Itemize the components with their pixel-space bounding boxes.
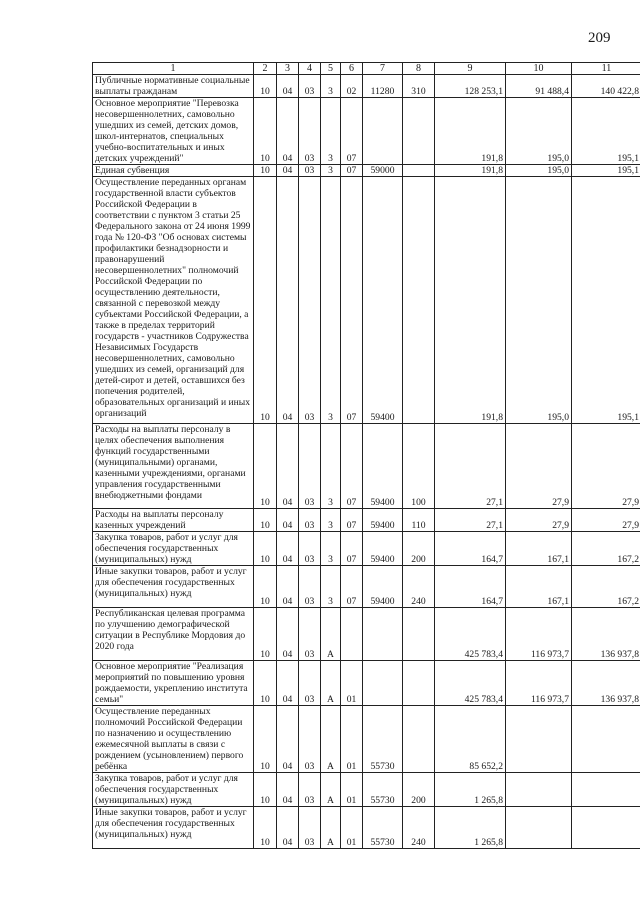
- cell-c7: 59400: [363, 509, 403, 532]
- cell-c2: 10: [254, 706, 277, 773]
- cell-c8: 200: [403, 773, 435, 807]
- cell-c4: 03: [299, 807, 321, 849]
- cell-c2: 10: [254, 165, 277, 177]
- cell-c4: 03: [299, 165, 321, 177]
- cell-c10: 27,9: [506, 509, 572, 532]
- cell-c6: 07: [341, 532, 363, 566]
- row-label-text: Иные закупки товаров, работ и услуг для обеспечения государственных (муниципальных) нужд: [95, 566, 247, 599]
- cell-c7: 59400: [363, 532, 403, 566]
- cell-c11: 27,9: [572, 509, 640, 532]
- cell-c4: 03: [299, 532, 321, 566]
- cell-c2: 10: [254, 75, 277, 98]
- row-label: [93, 75, 254, 98]
- cell-c11: 167,2: [572, 566, 640, 608]
- cell-c9: 1 265,8: [435, 807, 506, 849]
- row-label: [93, 509, 254, 532]
- cell-c10: 116 973,7: [506, 661, 572, 706]
- cell-c11: 140 422,8: [572, 75, 640, 98]
- cell-c7: 11280: [363, 75, 403, 98]
- cell-c4: 03: [299, 75, 321, 98]
- cell-c6: 01: [341, 807, 363, 849]
- cell-c6: 07: [341, 98, 363, 165]
- cell-c5: А: [321, 608, 341, 661]
- cell-c2: 10: [254, 98, 277, 165]
- cell-c6: 02: [341, 75, 363, 98]
- row-label-text: Республиканская целевая программа по улучшению демографической ситуации в Республике Мордовия до 2020 года: [95, 608, 246, 652]
- cell-c3: 04: [277, 165, 299, 177]
- cell-c11: 136 937,8: [572, 661, 640, 706]
- cell-c3: 04: [277, 532, 299, 566]
- cell-c2: 10: [254, 807, 277, 849]
- cell-c9: 27,1: [435, 424, 506, 509]
- cell-c7: 55730: [363, 706, 403, 773]
- cell-c4: 03: [299, 773, 321, 807]
- column-header: 4: [299, 63, 321, 75]
- column-header: 10: [506, 63, 572, 75]
- page-number: 209: [588, 30, 611, 46]
- cell-c5: А: [321, 807, 341, 849]
- cell-c3: 04: [277, 807, 299, 849]
- table-row: [93, 608, 640, 661]
- cell-c10: [506, 807, 572, 849]
- column-header: 2: [254, 63, 277, 75]
- cell-c7: 59400: [363, 177, 403, 424]
- cell-c3: 04: [277, 509, 299, 532]
- cell-c11: [572, 807, 640, 849]
- cell-c6: 01: [341, 773, 363, 807]
- row-label: [93, 165, 254, 177]
- cell-c5: 3: [321, 165, 341, 177]
- row-label: [93, 98, 254, 165]
- row-label: [93, 424, 254, 509]
- cell-c3: 04: [277, 424, 299, 509]
- cell-c7: [363, 608, 403, 661]
- table-row: [93, 165, 640, 177]
- cell-c4: 03: [299, 608, 321, 661]
- cell-c9: 164,7: [435, 566, 506, 608]
- cell-c9: 1 265,8: [435, 773, 506, 807]
- cell-c11: 136 937,8: [572, 608, 640, 661]
- cell-c5: 3: [321, 566, 341, 608]
- column-header: 3: [277, 63, 299, 75]
- cell-c7: 55730: [363, 807, 403, 849]
- table-row: [93, 706, 640, 773]
- cell-c10: [506, 773, 572, 807]
- row-label-text: Осуществление переданных полномочий Российской Федерации по назначению и осуществлению ежемесячной выплаты в связи с рождением (усыновлением) первого ребёнка: [95, 706, 244, 772]
- cell-c8: 240: [403, 566, 435, 608]
- cell-c4: 03: [299, 661, 321, 706]
- table-row: [93, 566, 640, 608]
- table-row: [93, 773, 640, 807]
- column-header: 11: [572, 63, 640, 75]
- row-label-text: Единая субвенция: [95, 165, 170, 176]
- cell-c3: 04: [277, 661, 299, 706]
- cell-c10: 195,0: [506, 98, 572, 165]
- cell-c8: [403, 165, 435, 177]
- cell-c7: 59400: [363, 566, 403, 608]
- cell-c10: 116 973,7: [506, 608, 572, 661]
- cell-c5: 3: [321, 177, 341, 424]
- cell-c9: 425 783,4: [435, 661, 506, 706]
- row-label-text: Публичные нормативные социальные выплаты гражданам: [95, 75, 250, 97]
- cell-c6: 07: [341, 165, 363, 177]
- cell-c5: 3: [321, 509, 341, 532]
- cell-c8: 240: [403, 807, 435, 849]
- cell-c7: 55730: [363, 773, 403, 807]
- cell-c11: 195,1: [572, 165, 640, 177]
- row-label-text: Осуществление переданных органам государственной власти субъектов Российской Федерации в соответствии с пунктом 3 статьи 25 Федерального закона от 24 июня 1999 года № 120-ФЗ "Об основах системы профилактики безнадзорности и правонарушений несовершеннолетних" полномочий Российской Федерации по осуществлению деятельности, связанной с перевозкой между субъектами Российской Федерации, а также в пределах территорий государств - участников Содружества Независимых Государств несовершеннолетних, самовольно ушедших из семей, организаций для детей-сирот и детей, оставшихся без попечения родителей, образовательных организаций и иных организаций: [95, 177, 251, 419]
- table-row: [93, 424, 640, 509]
- cell-c2: 10: [254, 532, 277, 566]
- cell-c2: 10: [254, 566, 277, 608]
- cell-c6: 01: [341, 661, 363, 706]
- cell-c10: 195,0: [506, 177, 572, 424]
- cell-c9: 27,1: [435, 509, 506, 532]
- table-row: [93, 807, 640, 849]
- cell-c2: 10: [254, 773, 277, 807]
- column-header: 6: [341, 63, 363, 75]
- cell-c10: 91 488,4: [506, 75, 572, 98]
- column-header: 5: [321, 63, 341, 75]
- cell-c9: 164,7: [435, 532, 506, 566]
- cell-c5: А: [321, 773, 341, 807]
- cell-c11: [572, 773, 640, 807]
- column-header: 9: [435, 63, 506, 75]
- row-label-text: Закупка товаров, работ и услуг для обеспечения государственных (муниципальных) нужд: [95, 773, 238, 806]
- cell-c2: 10: [254, 177, 277, 424]
- cell-c9: 191,8: [435, 165, 506, 177]
- cell-c3: 04: [277, 566, 299, 608]
- cell-c10: 195,0: [506, 165, 572, 177]
- cell-c8: [403, 706, 435, 773]
- cell-c6: 07: [341, 509, 363, 532]
- column-header: 1: [93, 63, 254, 75]
- row-label: [93, 807, 254, 849]
- budget-table: [92, 62, 640, 849]
- cell-c9: 128 253,1: [435, 75, 506, 98]
- row-label-text: Основное мероприятие "Реализация мероприятий по повышению уровня рождаемости, укреплению института семьи": [95, 661, 248, 705]
- cell-c6: 01: [341, 706, 363, 773]
- cell-c10: 167,1: [506, 566, 572, 608]
- cell-c3: 04: [277, 177, 299, 424]
- table-row: [93, 532, 640, 566]
- row-label: [93, 566, 254, 608]
- cell-c5: А: [321, 706, 341, 773]
- row-label-text: Расходы на выплаты персоналу казенных учреждений: [95, 509, 224, 531]
- cell-c11: 195,1: [572, 98, 640, 165]
- cell-c4: 03: [299, 566, 321, 608]
- row-label: [93, 532, 254, 566]
- cell-c9: 191,8: [435, 177, 506, 424]
- header-row: [93, 63, 640, 75]
- cell-c2: 10: [254, 424, 277, 509]
- cell-c3: 04: [277, 75, 299, 98]
- table-row: [93, 98, 640, 165]
- cell-c7: [363, 661, 403, 706]
- cell-c8: 110: [403, 509, 435, 532]
- row-label: [93, 608, 254, 661]
- table-row: [93, 177, 640, 424]
- cell-c3: 04: [277, 608, 299, 661]
- cell-c5: 3: [321, 532, 341, 566]
- cell-c11: 167,2: [572, 532, 640, 566]
- cell-c5: 3: [321, 424, 341, 509]
- cell-c9: 85 652,2: [435, 706, 506, 773]
- cell-c6: 07: [341, 424, 363, 509]
- cell-c3: 04: [277, 706, 299, 773]
- cell-c6: [341, 608, 363, 661]
- cell-c4: 03: [299, 98, 321, 165]
- cell-c4: 03: [299, 706, 321, 773]
- cell-c8: 100: [403, 424, 435, 509]
- cell-c8: [403, 177, 435, 424]
- cell-c8: 310: [403, 75, 435, 98]
- row-label-text: Расходы на выплаты персоналу в целях обеспечения выполнения функций государственными (муниципальными) органами, казенными учреждениями, органами управления государственными внебюджетными фондами: [95, 424, 246, 501]
- cell-c7: [363, 98, 403, 165]
- row-label: [93, 706, 254, 773]
- cell-c5: А: [321, 661, 341, 706]
- cell-c8: 200: [403, 532, 435, 566]
- cell-c2: 10: [254, 608, 277, 661]
- cell-c10: [506, 706, 572, 773]
- cell-c6: 07: [341, 566, 363, 608]
- cell-c2: 10: [254, 661, 277, 706]
- cell-c10: 167,1: [506, 532, 572, 566]
- cell-c6: 07: [341, 177, 363, 424]
- cell-c4: 03: [299, 424, 321, 509]
- row-label: [93, 177, 254, 424]
- cell-c5: 3: [321, 98, 341, 165]
- cell-c2: 10: [254, 509, 277, 532]
- table-row: [93, 75, 640, 98]
- cell-c11: [572, 706, 640, 773]
- row-label-text: Иные закупки товаров, работ и услуг для обеспечения государственных (муниципальных) нужд: [95, 807, 247, 840]
- table-body: [93, 75, 640, 849]
- table-row: [93, 509, 640, 532]
- cell-c3: 04: [277, 98, 299, 165]
- table-row: [93, 661, 640, 706]
- cell-c4: 03: [299, 177, 321, 424]
- cell-c11: 195,1: [572, 177, 640, 424]
- cell-c10: 27,9: [506, 424, 572, 509]
- cell-c9: 425 783,4: [435, 608, 506, 661]
- cell-c9: 191,8: [435, 98, 506, 165]
- cell-c7: 59000: [363, 165, 403, 177]
- column-header: 8: [403, 63, 435, 75]
- row-label: [93, 773, 254, 807]
- cell-c4: 03: [299, 509, 321, 532]
- cell-c8: [403, 98, 435, 165]
- row-label: [93, 661, 254, 706]
- column-header: 7: [363, 63, 403, 75]
- row-label-text: Основное мероприятие "Перевозка несовершеннолетних, самовольно ушедших из семей, детских домов, школ-интернатов, специальных учебно-воспитательных и иных детских учреждений": [95, 98, 239, 164]
- cell-c3: 04: [277, 773, 299, 807]
- cell-c8: [403, 608, 435, 661]
- row-label-text: Закупка товаров, работ и услуг для обеспечения государственных (муниципальных) нужд: [95, 532, 238, 565]
- cell-c5: 3: [321, 75, 341, 98]
- cell-c8: [403, 661, 435, 706]
- cell-c11: 27,9: [572, 424, 640, 509]
- cell-c7: 59400: [363, 424, 403, 509]
